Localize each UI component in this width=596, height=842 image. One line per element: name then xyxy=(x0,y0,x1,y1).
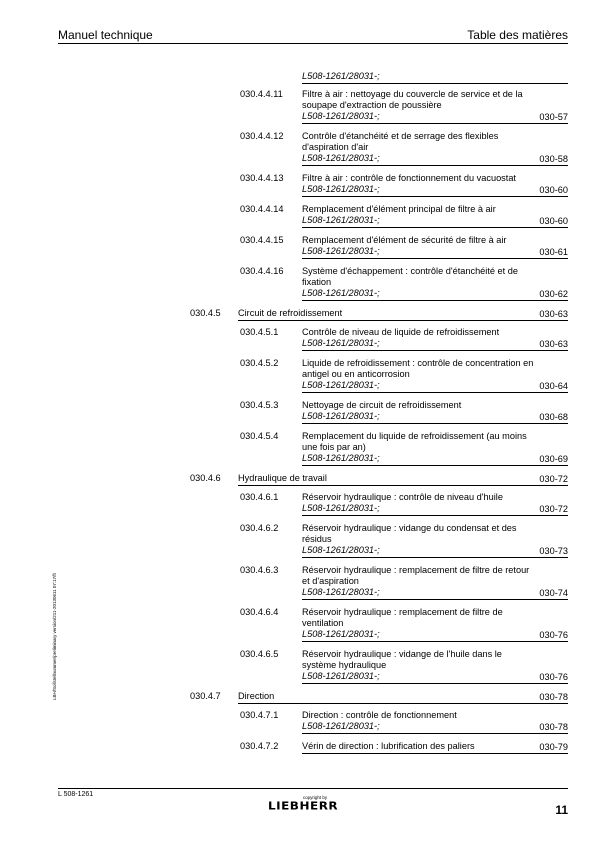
entry-page: 030-60 xyxy=(539,185,568,195)
liebherr-logo: LIEBHERR xyxy=(268,800,339,812)
section-title: Circuit de refroidissement xyxy=(238,308,343,318)
entry-title: Filtre à air : nettoyage du couvercle de service et de la soupape d'extraction de poussière xyxy=(302,89,523,110)
entry-page: 030-63 xyxy=(539,339,568,349)
section-rule xyxy=(238,485,568,486)
entry-reference: L508-1261/28031-; xyxy=(302,380,380,390)
entry-title: Remplacement du liquide de refroidissement (au moins une fois par an) xyxy=(302,431,527,452)
entry-number: 030.4.5.1 xyxy=(240,327,279,337)
entry-number: 030.4.4.11 xyxy=(240,89,283,99)
entry-rule xyxy=(302,392,568,393)
entry-rule xyxy=(302,465,568,466)
entry-page: 030-73 xyxy=(539,546,568,556)
entry-rule xyxy=(302,599,568,600)
section-title: Hydraulique de travail xyxy=(238,473,327,483)
entry-rule xyxy=(302,196,568,197)
entry-reference: L508-1261/28031-; xyxy=(302,545,380,555)
entry-number: 030.4.6.1 xyxy=(240,492,279,502)
entry-rule xyxy=(302,641,568,642)
side-margin-note: LBH/Sollstellnummer/preliminary version/211-20130611 07:17/fr xyxy=(52,572,57,700)
entry-reference: L508-1261/28031-; xyxy=(302,338,380,348)
footer-page-number: 11 xyxy=(555,803,568,817)
entry-reference: L508-1261/28031-; xyxy=(302,288,380,298)
entry-title: Nettoyage de circuit de refroidissement xyxy=(302,400,462,410)
entry-page: 030-64 xyxy=(539,381,568,391)
entry-number: 030.4.7.2 xyxy=(240,741,279,751)
entry-reference: L508-1261/28031-; xyxy=(302,184,380,194)
entry-title: Contrôle d'étanchéité et de serrage des flexibles d'aspiration d'air xyxy=(302,131,499,152)
entry-page: 030-57 xyxy=(539,112,568,122)
entry-page: 030-74 xyxy=(539,588,568,598)
entry-reference: L508-1261/28031-; xyxy=(302,111,380,121)
entry-page: 030-76 xyxy=(539,672,568,682)
entry-rule xyxy=(302,350,568,351)
entry-number: 030.4.4.16 xyxy=(240,266,284,276)
entry-title: Contrôle de niveau de liquide de refroidissement xyxy=(302,327,500,337)
entry-rule xyxy=(302,300,568,301)
header-title: Manuel technique xyxy=(58,28,153,42)
entry-title: Vérin de direction : lubrification des paliers xyxy=(302,741,475,751)
entry-title: Réservoir hydraulique : vidange de l'huile dans le système hydraulique xyxy=(302,649,502,670)
entry-title: Filtre à air : contrôle de fonctionnement du vacuostat xyxy=(302,173,516,183)
section-number: 030.4.7 xyxy=(190,691,221,701)
entry-number: 030.4.4.13 xyxy=(240,173,284,183)
entry-rule xyxy=(302,123,568,124)
entry-rule xyxy=(302,733,568,734)
entry-number: 030.4.6.4 xyxy=(240,607,279,617)
section-number: 030.4.6 xyxy=(190,473,221,483)
entry-reference: L508-1261/28031-; xyxy=(302,629,380,639)
section-page: 030-63 xyxy=(539,309,568,319)
footer-rule xyxy=(58,788,568,789)
entry-reference: L508-1261/28031-; xyxy=(302,215,380,225)
entry-title: Liquide de refroidissement : contrôle de concentration en antigel ou en anticorrosion xyxy=(302,358,534,379)
entry-title: Réservoir hydraulique : vidange du condensat et des résidus xyxy=(302,523,517,544)
entry-page: 030-69 xyxy=(539,454,568,464)
entry-rule xyxy=(302,753,568,754)
entry-title: Remplacement d'élément principal de filtre à air xyxy=(302,204,496,214)
entry-reference: L508-1261/28031-; xyxy=(302,411,380,421)
entry-page: 030-76 xyxy=(539,630,568,640)
entry-number: 030.4.6.2 xyxy=(240,523,279,533)
entry-number: 030.4.6.5 xyxy=(240,649,279,659)
entry-number: 030.4.5.3 xyxy=(240,400,279,410)
section-number: 030.4.5 xyxy=(190,308,221,318)
section-title: Direction xyxy=(238,691,275,701)
entry-rule xyxy=(302,165,568,166)
entry-reference: L508-1261/28031-; xyxy=(302,671,380,681)
entry-reference: L508-1261/28031-; xyxy=(302,721,380,731)
footer-copyright: copyright by xyxy=(302,795,328,800)
entry-reference: L508-1261/28031-; xyxy=(302,246,380,256)
entry-title: Réservoir hydraulique : contrôle de niveau d'huile xyxy=(302,492,503,502)
entry-number: 030.4.6.3 xyxy=(240,565,279,575)
section-page: 030-72 xyxy=(539,474,568,484)
section-page: 030-78 xyxy=(539,692,568,702)
entry-rule xyxy=(302,423,568,424)
entry-page: 030-78 xyxy=(539,722,568,732)
entry-rule xyxy=(302,515,568,516)
entry-page: 030-62 xyxy=(539,289,568,299)
entry-number: 030.4.4.12 xyxy=(240,131,284,141)
section-rule xyxy=(238,703,568,704)
entry-title: Réservoir hydraulique : remplacement de filtre de ventilation xyxy=(302,607,503,628)
entry-reference: L508-1261/28031-; xyxy=(302,503,380,513)
entry-rule xyxy=(302,557,568,558)
entry-page: 030-58 xyxy=(539,154,568,164)
entry-page: 030-68 xyxy=(539,412,568,422)
footer-doc-number: L 508-1261 xyxy=(58,791,94,798)
entry-page: 030-79 xyxy=(539,742,568,752)
entry-number: 030.4.4.14 xyxy=(240,204,284,214)
entry-number: 030.4.4.15 xyxy=(240,235,284,245)
entry-reference: L508-1261/28031-; xyxy=(302,453,380,463)
entry-rule xyxy=(302,227,568,228)
continued-reference: L508-1261/28031-; xyxy=(302,71,380,81)
entry-number: 030.4.5.2 xyxy=(240,358,279,368)
entry-reference: L508-1261/28031-; xyxy=(302,587,380,597)
entry-title: Système d'échappement : contrôle d'étanchéité et de fixation xyxy=(302,266,518,287)
entry-rule xyxy=(302,83,568,84)
entry-number: 030.4.7.1 xyxy=(240,710,279,720)
entry-number: 030.4.5.4 xyxy=(240,431,279,441)
entry-title: Réservoir hydraulique : remplacement de filtre de retour et d'aspiration xyxy=(302,565,530,586)
entry-page: 030-60 xyxy=(539,216,568,226)
entry-rule xyxy=(302,258,568,259)
entry-title: Direction : contrôle de fonctionnement xyxy=(302,710,457,720)
header-section: Table des matières xyxy=(467,28,568,42)
entry-title: Remplacement d'élément de sécurité de filtre à air xyxy=(302,235,507,245)
entry-rule xyxy=(302,683,568,684)
section-rule xyxy=(238,320,568,321)
entry-page: 030-72 xyxy=(539,504,568,514)
entry-reference: L508-1261/28031-; xyxy=(302,153,380,163)
entry-page: 030-61 xyxy=(539,247,568,257)
